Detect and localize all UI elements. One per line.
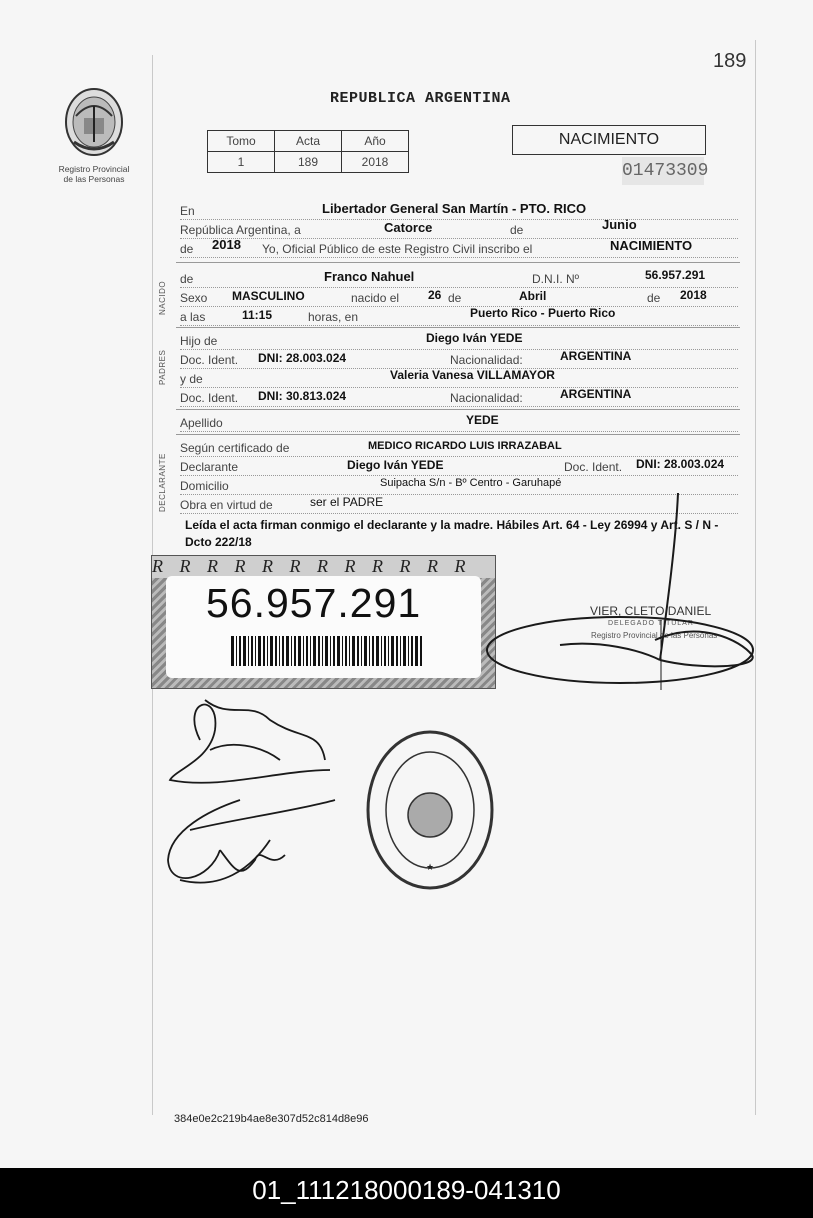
nac-label: Nacionalidad: [450, 353, 523, 367]
declarant-signature-icon [170, 700, 330, 783]
sexo-value: MASCULINO [232, 289, 305, 303]
mother-doc: DNI: 30.813.024 [258, 389, 347, 403]
year-value: 2018 [212, 237, 241, 252]
de4-label: de [448, 291, 462, 305]
en-value: Libertador General San Martín - PTO. RICO [322, 201, 587, 216]
logo-caption-line1: Registro Provincial [58, 164, 130, 174]
acta-header: Acta [275, 131, 342, 152]
obra-label: Obra en virtud de [180, 498, 273, 512]
logo-caption-line2: de las Personas [63, 174, 125, 184]
sticker-number: 56.957.291 [206, 580, 422, 626]
side-padres: PADRES [158, 349, 167, 385]
serial-number: 01473309 [622, 157, 704, 185]
tomo-header: Tomo [208, 131, 275, 152]
official-name: VIER, CLETO DANIEL [590, 604, 712, 618]
acta-value: 189 [275, 152, 342, 173]
anio-header: Año [342, 131, 409, 152]
official-role: DELEGADO TITULAR [608, 620, 694, 627]
document-hash: 384e0e2c219b4ae8e307d52c814d8e96 [174, 1113, 369, 1125]
official-text: Yo, Oficial Público de este Registro Civil inscribo el [262, 242, 533, 256]
dni-value: 56.957.291 [645, 268, 706, 282]
legal-note: Leída el acta firman conmigo el declarante y la madre. Hábiles Art. 64 - Ley 26994 y Art. S / N - Dcto 222/18 [185, 518, 719, 549]
doc-label: Doc. Ident. [180, 353, 239, 367]
mother-doc-label: Doc. Ident. [180, 391, 239, 405]
sticker-pattern: R R R R R R R R R R R R [152, 556, 495, 578]
mother-nac-label: Nacionalidad: [450, 391, 523, 405]
anio-value: 2018 [342, 152, 409, 173]
side-declarante: DECLARANTE [158, 453, 167, 512]
page-number: 189 [713, 50, 747, 72]
tomo-value: 1 [208, 152, 275, 173]
apellido-value: YEDE [466, 413, 499, 427]
place-value: Puerto Rico - Puerto Rico [470, 306, 616, 320]
father-nat: ARGENTINA [560, 349, 632, 363]
alas-label: a las [180, 310, 206, 324]
official-org: Registro Provincial de las Personas [591, 631, 718, 640]
mother-value: Valeria Vanesa VILLAMAYOR [390, 368, 555, 382]
apellido-label: Apellido [180, 416, 223, 430]
hijo-label: Hijo de [180, 334, 218, 348]
de5-label: de [647, 291, 661, 305]
dom-value: Suipacha S/n - Bº Centro - Garuhapé [380, 477, 562, 489]
de3-label: de [180, 272, 194, 286]
svg-text:★: ★ [425, 862, 435, 872]
en-label: En [180, 204, 195, 218]
side-nacido: NACIDO [158, 280, 167, 315]
father-value: Diego Iván YEDE [426, 331, 523, 345]
birth-month: Abril [519, 289, 547, 303]
decl-value: Diego Iván YEDE [347, 458, 444, 472]
republica-label: República Argentina, a [180, 223, 301, 237]
file-identifier-footer: 01_111218000189-041310 [0, 1168, 813, 1218]
yde-label: y de [180, 372, 203, 386]
decl-doc-value: DNI: 28.003.024 [636, 457, 725, 471]
mother-nat: ARGENTINA [560, 387, 632, 401]
sexo-label: Sexo [180, 291, 208, 305]
birth-day: 26 [428, 288, 442, 302]
decl-doc-label: Doc. Ident. [564, 460, 623, 474]
obra-value: ser el PADRE [310, 495, 384, 509]
day-value: Catorce [384, 220, 433, 235]
birth-year: 2018 [680, 288, 707, 302]
cert-label: Según certificado de [180, 441, 290, 455]
father-doc: DNI: 28.003.024 [258, 351, 347, 365]
dom-label: Domicilio [180, 479, 229, 493]
dni-label: D.N.I. Nº [532, 272, 580, 286]
month-value: Junio [602, 217, 637, 232]
official-signature-icon [487, 493, 753, 690]
decl-label: Declarante [180, 460, 239, 474]
document-title: REPUBLICA ARGENTINA [330, 90, 511, 107]
registry-stamp-icon [368, 732, 492, 888]
de-label: de [510, 223, 524, 237]
inscribe-value: NACIMIENTO [610, 238, 693, 253]
hour-value: 11:15 [242, 308, 273, 322]
mother-signature-icon [168, 800, 335, 883]
cert-value: MEDICO RICARDO LUIS IRRAZABAL [368, 440, 562, 452]
nacido-label: nacido el [351, 291, 400, 305]
horas-label: horas, en [308, 310, 359, 324]
de2-label: de [180, 242, 194, 256]
act-type-box: NACIMIENTO [512, 125, 706, 155]
name-value: Franco Nahuel [324, 269, 415, 284]
